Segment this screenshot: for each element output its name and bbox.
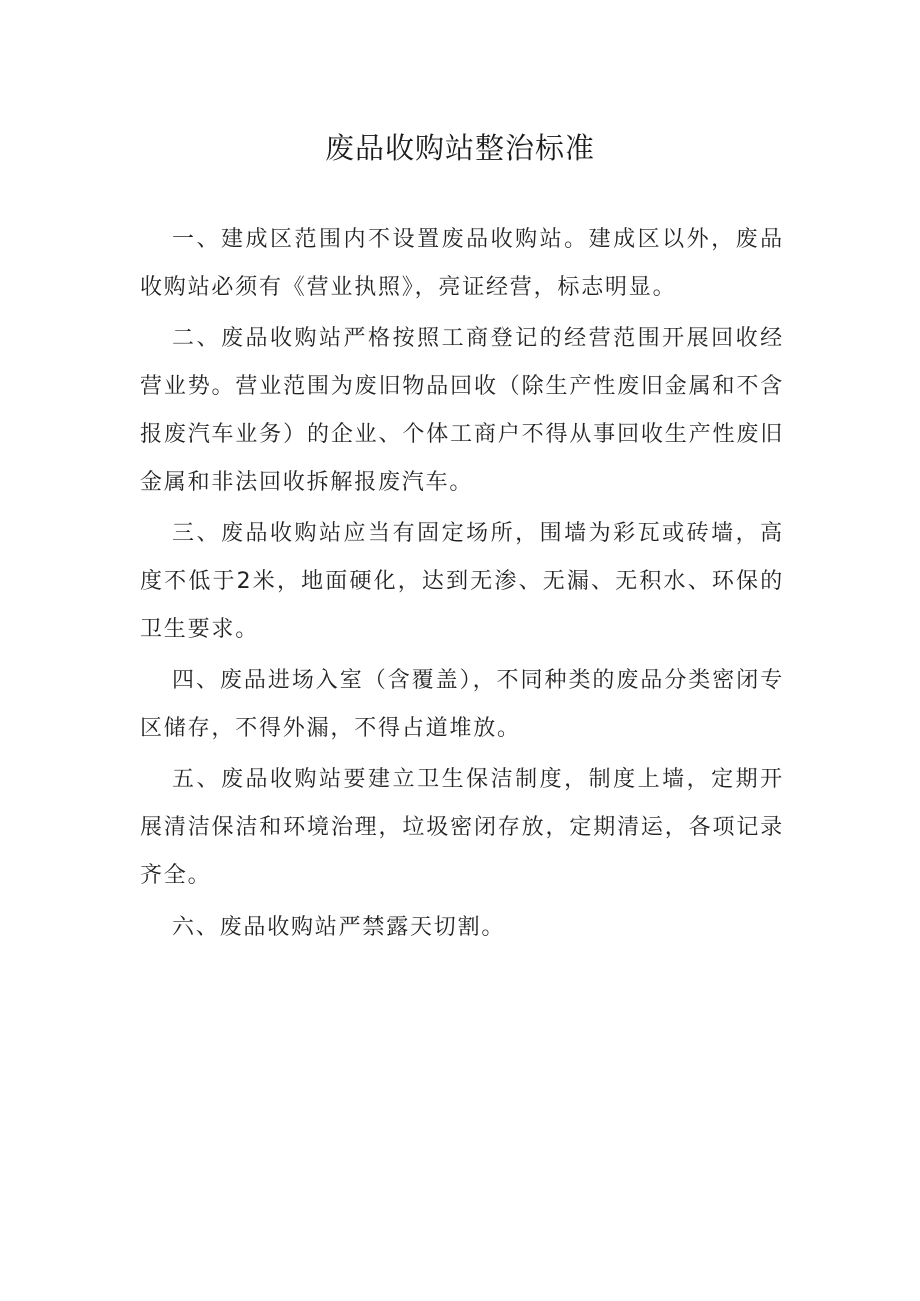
- paragraph-item-5: 五、废品收购站要建立卫生保洁制度，制度上墙，定期开展清洁保洁和环境治理，垃圾密闭存放，定期清运，各项记录齐全。: [140, 767, 784, 888]
- paragraph-item-4: 四、废品进场入室（含覆盖），不同种类的废品分类密闭专区储存，不得外漏，不得占道堆放。: [140, 668, 784, 741]
- document-body: [140, 216, 784, 955]
- document-title: 废品收购站整治标准: [324, 131, 595, 165]
- paragraph-item-3: 三、废品收购站应当有固定场所，围墙为彩瓦或砖墙，高度不低于2米，地面硬化，达到无渗、无漏、无积水、环保的卫生要求。: [140, 521, 784, 642]
- paragraph-item-2: 二、废品收购站严格按照工商登记的经营范围开展回收经营业势。营业范围为废旧物品回收（除生产性废旧金属和不含报废汽车业务）的企业、个体工商户不得从事回收生产性废旧金属和非法回收拆解报废汽车。: [140, 326, 784, 495]
- paragraph-item-1: 一、建成区范围内不设置废品收购站。建成区以外，废品收购站必须有《营业执照》，亮证经营，标志明显。: [140, 227, 784, 300]
- paragraph-item-6: 六、废品收购站严禁露天切割。: [172, 915, 506, 940]
